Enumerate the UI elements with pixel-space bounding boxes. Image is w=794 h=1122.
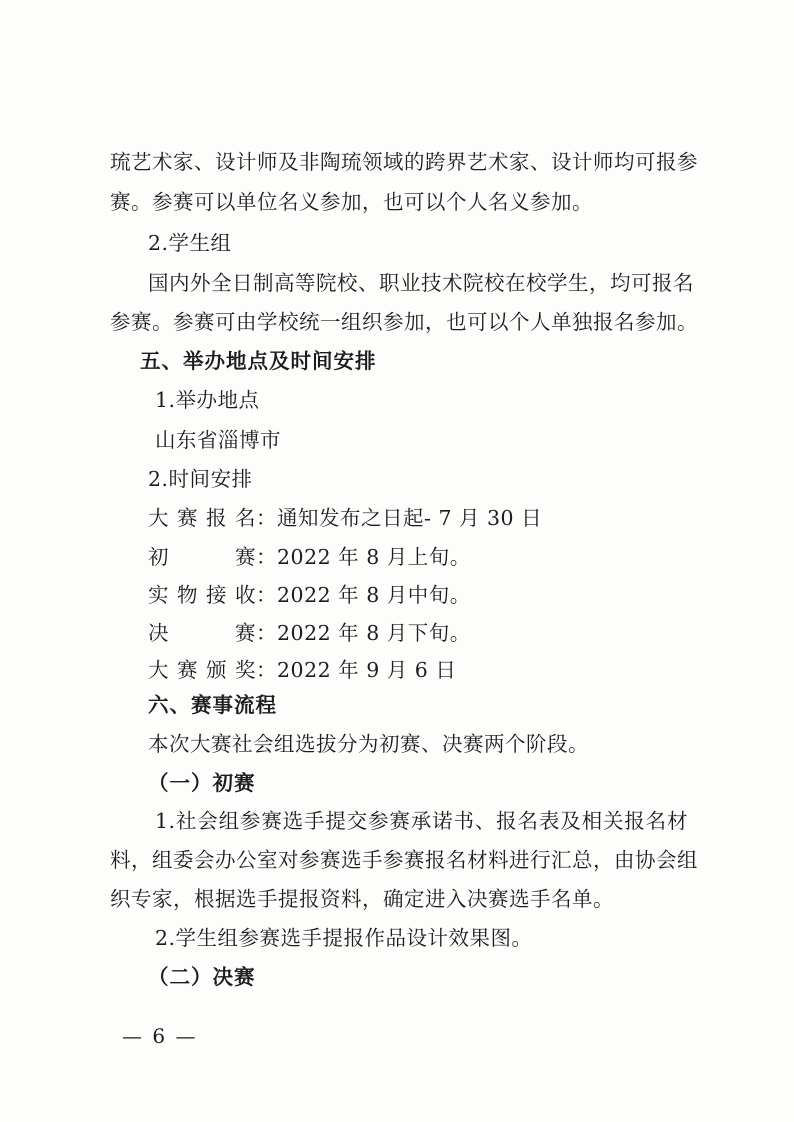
subsection-title: 2.时间安排	[148, 467, 253, 491]
paragraph-line: 料，组委会办公室对参赛选手参赛报名材料进行汇总，由协会组	[110, 848, 698, 872]
schedule-value: ：2022 年 9 月 6 日	[256, 658, 457, 682]
schedule-value: ：通知发布之日起- 7 月 30 日	[256, 506, 543, 530]
schedule-row	[148, 655, 456, 685]
schedule-row	[148, 542, 471, 572]
schedule-value: ：2022 年 8 月下旬。	[256, 621, 471, 645]
schedule-label: 大赛报名	[148, 506, 256, 530]
paragraph-line: 赛。参赛可以单位名义参加，也可以个人名义参加。	[110, 190, 593, 214]
schedule-label: 决赛	[148, 621, 256, 645]
schedule-label: 大赛颁奖	[148, 658, 256, 682]
subsection-title: 1.举办地点	[155, 388, 260, 412]
location-value: 山东省淄博市	[155, 428, 281, 452]
schedule-value: ：2022 年 8 月中旬。	[256, 583, 471, 607]
paragraph-line: 参赛。参赛可由学校统一组织参加，也可以个人单独报名参加。	[110, 310, 698, 334]
section-heading: 五、举办地点及时间安排	[140, 349, 377, 373]
paragraph-line: 国内外全日制高等院校、职业技术院校在校学生，均可报名	[148, 271, 694, 295]
section-heading: 六、赛事流程	[148, 693, 277, 717]
paragraph-line: 琉艺术家、设计师及非陶琉领域的跨界艺术家、设计师均可报参	[110, 150, 698, 174]
paragraph-line: 1.社会组参赛选手提交参赛承诺书、报名表及相关报名材	[155, 809, 688, 833]
subsection-title: 2.学生组	[148, 231, 232, 255]
schedule-row	[148, 618, 471, 648]
schedule-label: 初赛	[148, 545, 256, 569]
paragraph-line: 本次大赛社会组选拔分为初赛、决赛两个阶段。	[148, 732, 589, 756]
schedule-label: 实物接收	[148, 583, 256, 607]
paragraph-line: 织专家，根据选手提报资料，确定进入决赛选手名单。	[110, 887, 614, 911]
subsection-heading: （一）初赛	[148, 771, 256, 795]
schedule-row	[148, 503, 542, 533]
page-number: — 6 —	[122, 1024, 198, 1048]
subsection-heading: （二）决赛	[148, 965, 256, 989]
schedule-value: ：2022 年 8 月上旬。	[256, 545, 471, 569]
schedule-row	[148, 580, 471, 610]
paragraph-line: 2.学生组参赛选手提报作品设计效果图。	[155, 926, 533, 950]
